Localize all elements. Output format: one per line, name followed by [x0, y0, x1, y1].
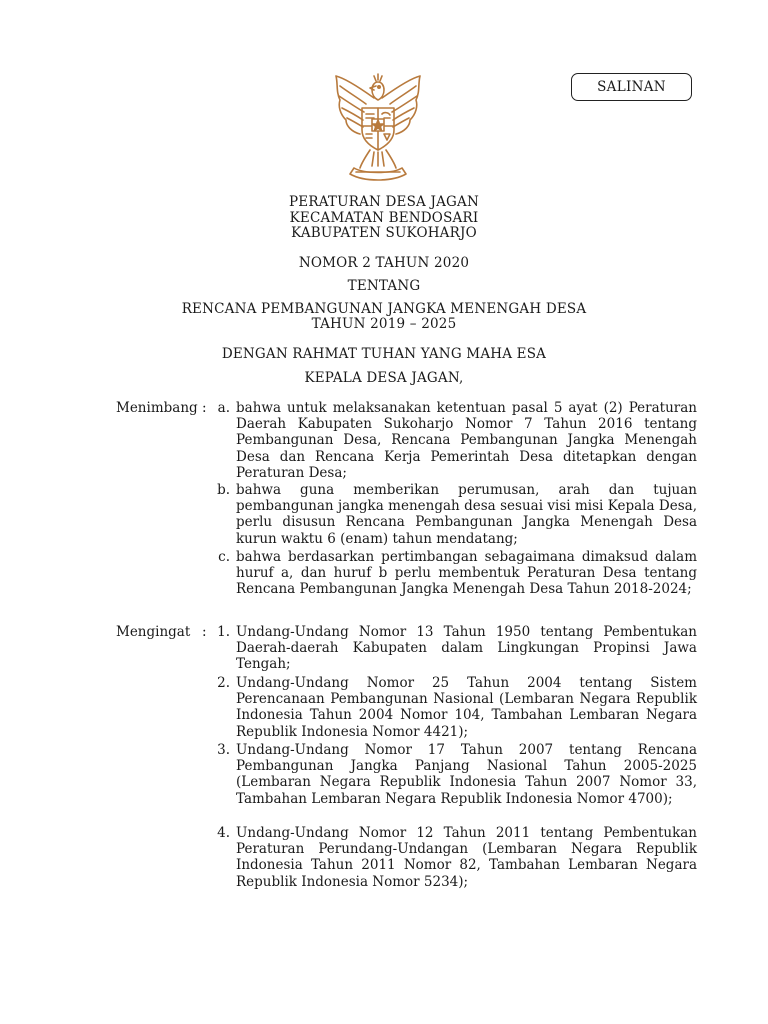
title-line-3: KABUPATEN SUKOHARJO	[291, 225, 477, 241]
menimbang-item-c: bahwa berdasarkan pertimbangan sebagaimana dimaksud dalam huruf a, dan huruf b perlu membentuk Peraturan Desa tentang Rencana Pembangunan Jangka Menengah Desa Tahun 2018-2024;	[236, 549, 697, 598]
title-line-2: KECAMATAN BENDOSARI	[289, 210, 479, 226]
salinan-stamp: SALINAN	[571, 73, 692, 101]
subject-line-2: TAHUN 2019 – 2025	[311, 316, 457, 332]
mengingat-colon: :	[202, 624, 207, 640]
menimbang-item-b: bahwa guna memberikan perumusan, arah dan tujuan pembangunan jangka menengah desa sesuai visi misi Kepala Desa, perlu disusun Rencana Pembangunan Jangka Menengah Desa kurun waktu 6 (enam) tahun mendatang;	[236, 482, 697, 547]
mengingat-item-4: Undang-Undang Nomor 12 Tahun 2011 tentang Pembentukan Peraturan Perundang-Undangan (Lembaran Negara Republik Indonesia Tahun 2011 Nomor 82, Tambahan Lembaran Negara Republik Indonesia Nomor 5234);	[236, 825, 697, 890]
menimbang-item-a: bahwa untuk melaksanakan ketentuan pasal 5 ayat (2) Peraturan Daerah Kabupaten Sukoharjo Nomor 7 Tahun 2016 tentang Pembangunan Desa, Rencana Pembangunan Jangka Menengah Desa dan Rencana Kerja Pemerintah Desa ditetapkan dengan Peraturan Desa;	[236, 400, 697, 481]
mengingat-marker-3: 3.	[217, 742, 230, 758]
mengingat-label: Mengingat	[116, 624, 191, 640]
garuda-pancasila-emblem-icon	[330, 70, 426, 188]
subject-line-1: RENCANA PEMBANGUNAN JANGKA MENENGAH DESA	[181, 301, 587, 317]
mengingat-item-1: Undang-Undang Nomor 13 Tahun 1950 tentang Pembentukan Daerah-daerah Kabupaten dalam Lingkungan Propinsi Jawa Tengah;	[236, 624, 697, 673]
menimbang-marker-a: a.	[217, 400, 230, 416]
menimbang-label: Menimbang :	[116, 400, 207, 416]
mengingat-marker-4: 4.	[217, 825, 230, 841]
mengingat-item-2: Undang-Undang Nomor 25 Tahun 2004 tentang Sistem Perencanaan Pembangunan Nasional (Lembaran Negara Republik Indonesia Tahun 2004 Nomor 104, Tambahan Lembaran Negara Republik Indonesia Nomor 4421);	[236, 675, 697, 740]
menimbang-marker-c: c.	[218, 549, 230, 565]
about-heading: TENTANG	[347, 278, 421, 294]
authority-line: KEPALA DESA JAGAN,	[304, 370, 464, 386]
mengingat-marker-2: 2.	[217, 675, 230, 691]
mengingat-marker-1: 1.	[217, 624, 230, 640]
grace-line: DENGAN RAHMAT TUHAN YANG MAHA ESA	[221, 346, 547, 362]
regulation-number: NOMOR 2 TAHUN 2020	[298, 255, 470, 271]
title-line-1: PERATURAN DESA JAGAN	[289, 194, 479, 210]
menimbang-marker-b: b.	[217, 482, 230, 498]
mengingat-item-3: Undang-Undang Nomor 17 Tahun 2007 tentang Rencana Pembangunan Jangka Panjang Nasional Tahun 2005-2025 (Lembaran Negara Republik Indonesia Tahun 2007 Nomor 33, Tambahan Lembaran Negara Republik Indonesia Nomor 4700);	[236, 742, 697, 807]
